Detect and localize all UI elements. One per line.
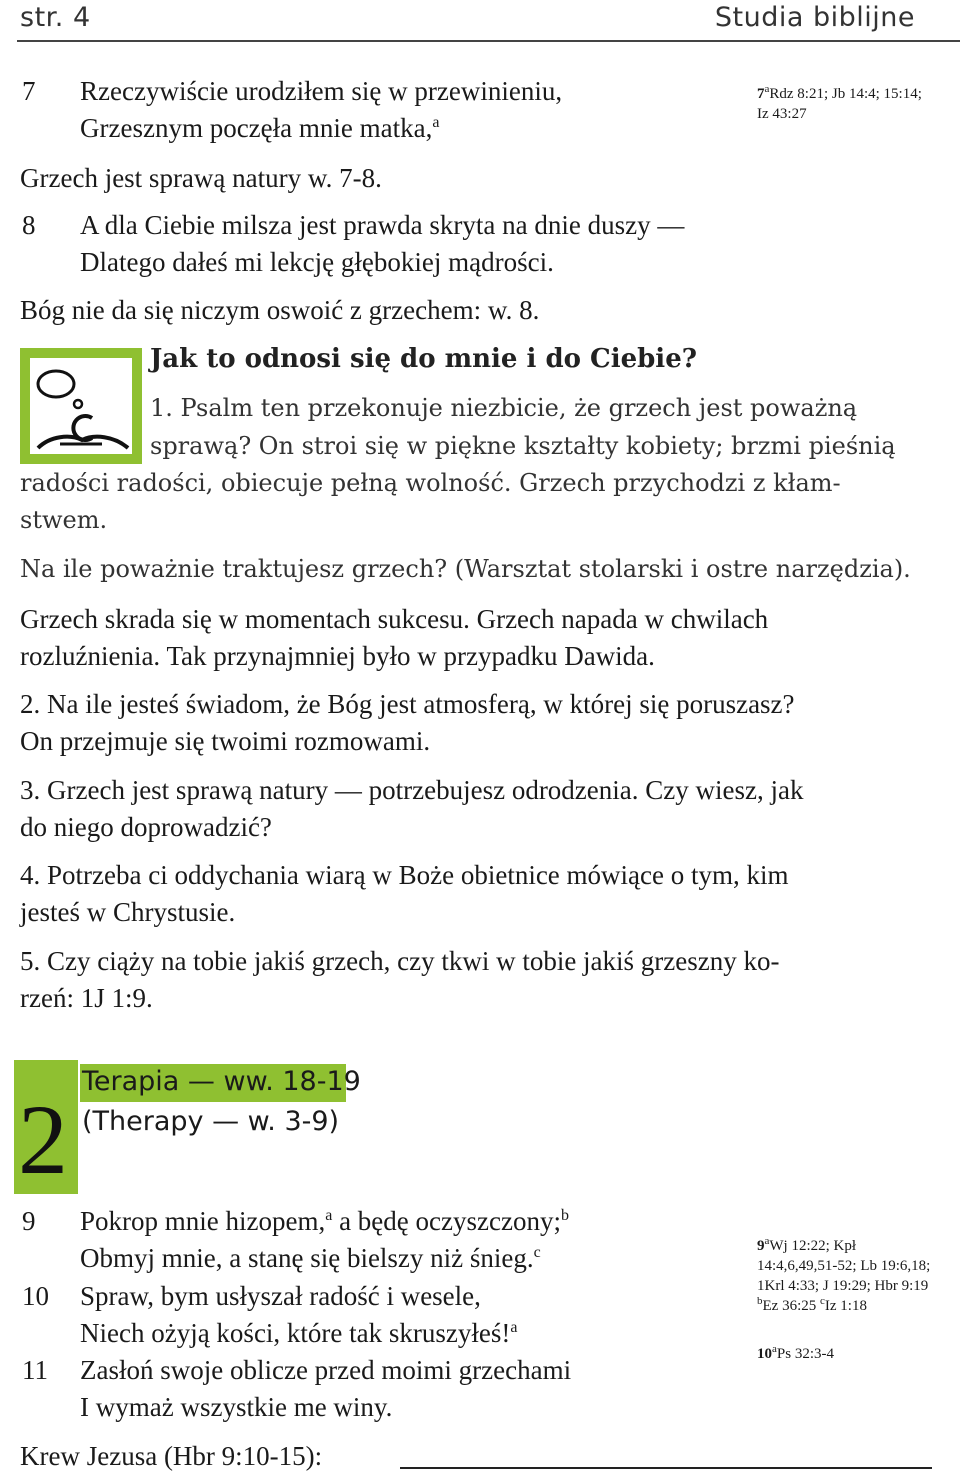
verse-7-line-2: Grzesznym poczęła mnie matka,$^a$: [80, 113, 440, 143]
section-subtitle: (Therapy — w. 3-9): [82, 1106, 340, 1137]
verse-8-line-1: A dla Ciebie milsza jest prawda skryta na dnie duszy —: [80, 210, 685, 240]
verse-9-line-1: Pokrop mnie hizopem,$^a$ a będę oczyszczony;$^b$: [80, 1206, 569, 1236]
reflection-icon-frame: [20, 348, 142, 464]
question-4-line-1: 4. Potrzeba ci oddychania wiarą w Boże obietnice mówiące o tym, kim: [20, 860, 789, 890]
note-verse-7: Grzech jest sprawą natury w. 7-8.: [20, 163, 382, 193]
question-1-line-2: sprawą? On stroi się w piękne kształty kobiety; brzmi pieśnią: [150, 432, 896, 460]
paragraph-sin-sneaks-1: Grzech skrada się w momentach sukcesu. Grzech napada w chwilach: [20, 604, 769, 634]
verse-10-line-1: Spraw, bym usłyszał radość i wesele,: [80, 1281, 481, 1311]
thinking-person-icon: [30, 358, 132, 454]
verse-11-line-1: Zasłoń swoje oblicze przed moimi grzechami: [80, 1355, 572, 1385]
verse-number-10: 10: [22, 1281, 49, 1311]
header-rule: [17, 40, 960, 42]
question-5-line-1: 5. Czy ciąży na tobie jakiś grzech, czy tkwi w tobie jakiś grzeszny ko-: [20, 946, 780, 976]
note-verse-8: Bóg nie da się niczym oswoić z grzechem: w. 8.: [20, 295, 540, 325]
section-title: Terapia — ww. 18-19: [82, 1066, 361, 1097]
verse-11-line-2: I wymaż wszystkie me winy.: [80, 1392, 393, 1422]
section-number-box: [14, 1060, 78, 1194]
question-2-line-2: On przejmuje się twoimi rozmowami.: [20, 726, 431, 756]
question-1-line-4: stwem.: [20, 506, 108, 534]
cross-reference-7: 7$^a$Rdz 8:21; Jb 14:4; 15:14; Iz 43:27: [757, 83, 922, 122]
verse-9-line-2: Obmyj mnie, a stanę się bielszy niż śnieg.$^c$: [80, 1243, 541, 1273]
paragraph-seriousness: Na ile poważnie traktujesz grzech? (Warsztat stolarski i ostre narzędzia).: [20, 555, 911, 583]
question-4-line-2: jesteś w Chrystusie.: [20, 897, 236, 927]
question-3-line-1: 3. Grzech jest sprawą natury — potrzebujesz odrodzenia. Czy wiesz, jak: [20, 775, 804, 805]
paragraph-sin-sneaks-2: rozluźnienia. Tak przynajmniej było w przypadku Dawida.: [20, 641, 655, 671]
verse-8-line-2: Dlatego dałeś mi lekcję głębokiej mądrości.: [80, 247, 554, 277]
question-1-line-3: radości radości, obiecuje pełną wolność. Grzech przychodzi z kłam-: [20, 469, 841, 497]
fill-in-prompt: Krew Jezusa (Hbr 9:10-15):: [20, 1441, 323, 1471]
section-number: 2: [18, 1084, 68, 1195]
question-5-line-2: rzeń: 1J 1:9.: [20, 983, 153, 1013]
running-title: Studia biblijne: [714, 2, 915, 33]
verse-number-9: 9: [22, 1206, 36, 1236]
verse-number-11: 11: [22, 1355, 48, 1385]
reflection-heading: Jak to odnosi się do mnie i do Ciebie?: [150, 344, 697, 374]
question-3-line-2: do niego doprowadzić?: [20, 812, 272, 842]
verse-7-line-1: Rzeczywiście urodziłem się w przewinieniu,: [80, 76, 563, 106]
verse-10-line-2: Niech ożyją kości, które tak skruszyłeś!$^a$: [80, 1318, 518, 1348]
answer-blank-line[interactable]: [400, 1467, 932, 1469]
verse-number-8: 8: [22, 210, 36, 240]
verse-number-7: 7: [22, 76, 36, 106]
cross-reference-10: 10$^a$Ps 32:3-4: [757, 1343, 834, 1362]
question-2-line-1: 2. Na ile jesteś świadom, że Bóg jest atmosferą, w której się poruszasz?: [20, 689, 795, 719]
question-1-line-1: 1. Psalm ten przekonuje niezbicie, że grzech jest poważną: [150, 394, 858, 422]
footnote-marker: a: [432, 114, 440, 131]
page-number: str. 4: [20, 2, 91, 33]
cross-reference-9: 9$^a$Wj 12:22; Kpł 14:4,6,49,51-52; Lb 19:6,18; 1Krl 4:33; J 19:29; Hbr 9:19 $^b$Ez 36:25 $^c$Iz 1:18: [757, 1235, 931, 1314]
